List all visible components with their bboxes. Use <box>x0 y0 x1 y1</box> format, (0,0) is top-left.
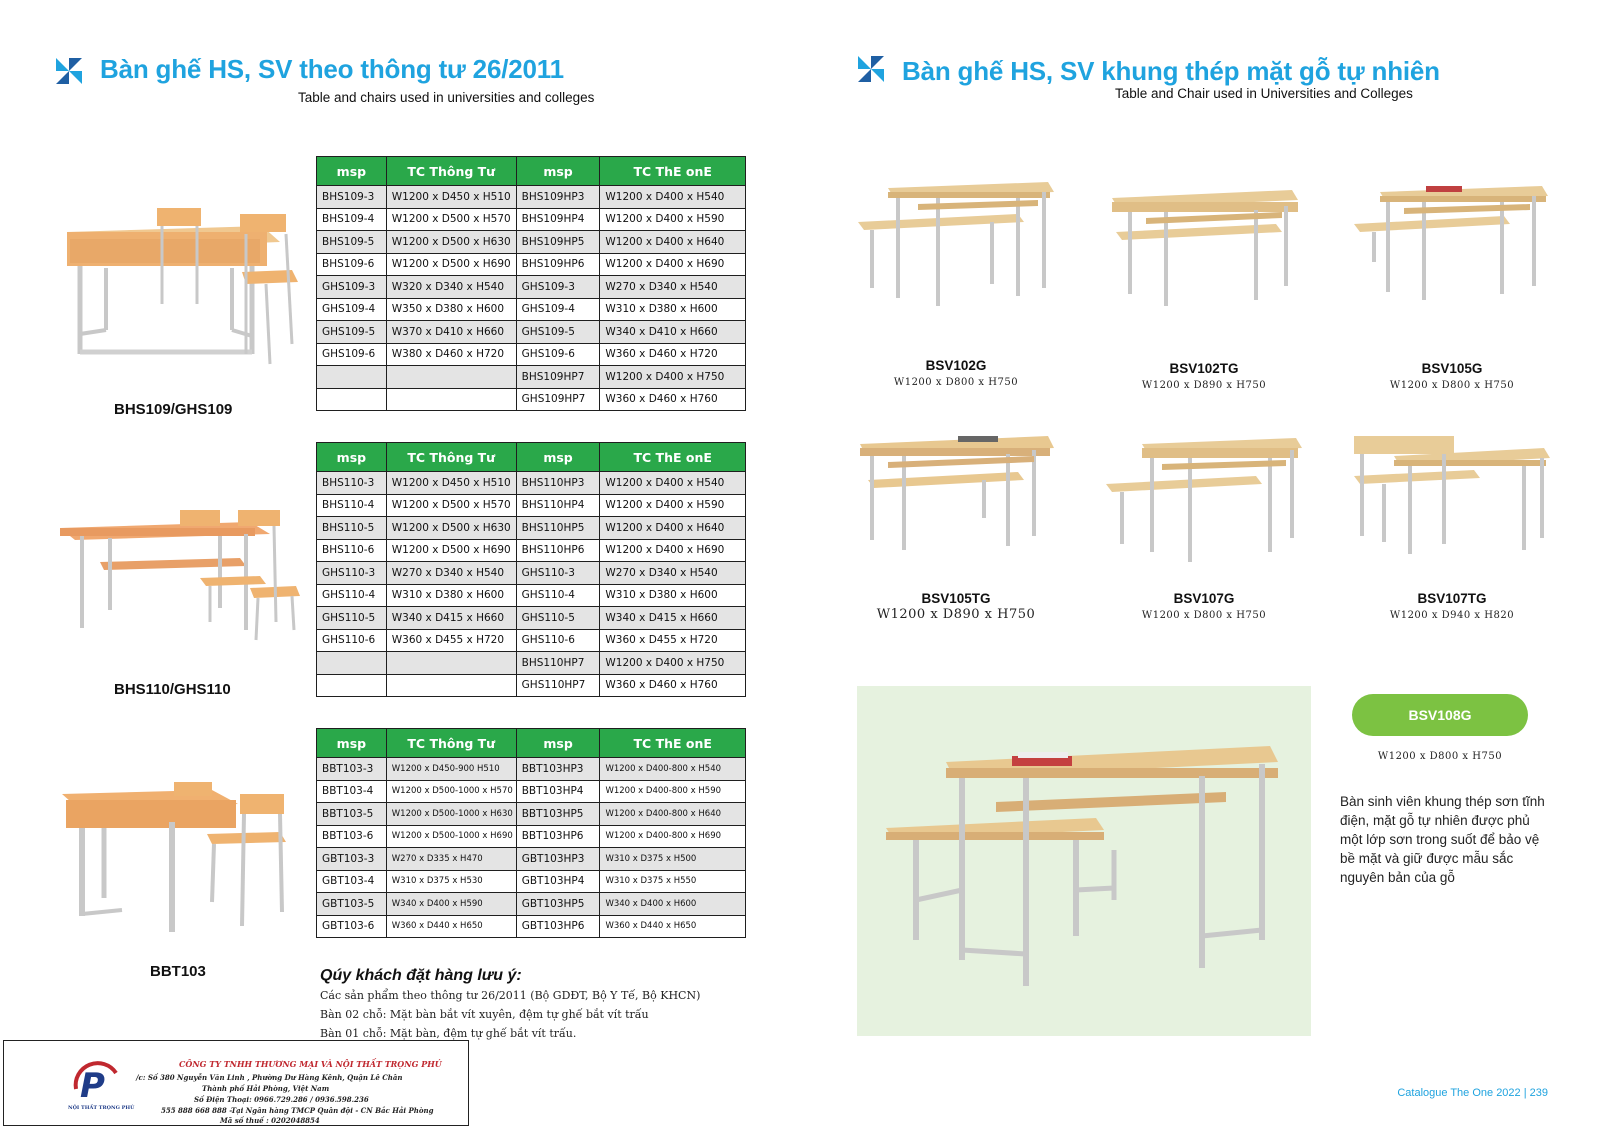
header-cell: TC ThE onE <box>600 157 746 186</box>
table-cell: BBT103-5 <box>317 803 387 826</box>
table-cell: BBT103HP3 <box>516 758 600 781</box>
header-cell: msp <box>516 157 600 186</box>
table-cell: BBT103HP4 <box>516 780 600 803</box>
desk-bench-illustration <box>858 178 1058 313</box>
product-name: BSV105G <box>1421 361 1483 376</box>
header-cell: TC Thông Tư <box>386 729 516 758</box>
table-row <box>317 825 746 848</box>
table-cell: W1200 x D500-1000 x H630 <box>386 803 516 826</box>
header-cell: msp <box>317 729 387 758</box>
company-info-box <box>3 1040 469 1126</box>
table-cell: W310 x D375 x H500 <box>600 848 746 871</box>
table-cell: BBT103HP5 <box>516 803 600 826</box>
table-cell: W360 x D460 x H760 <box>600 674 746 697</box>
featured-desk-bench-illustration <box>886 740 1286 1000</box>
table-row <box>317 208 746 231</box>
table-cell <box>317 674 387 697</box>
table-cell: W1200 x D400 x H640 <box>600 517 746 540</box>
table-cell: W1200 x D400 x H590 <box>600 208 746 231</box>
table-cell: GHS109-5 <box>317 321 387 344</box>
table-cell <box>317 366 387 389</box>
table-cell: W1200 x D400-800 x H640 <box>600 803 746 826</box>
table-cell: GHS109-5 <box>516 321 600 344</box>
table-cell: BHS110HP3 <box>516 472 600 495</box>
table-cell: W340 x D400 x H600 <box>600 893 746 916</box>
product-label: BHS109/GHS109 <box>114 401 233 418</box>
table-cell <box>317 652 387 675</box>
header-cell: msp <box>516 729 600 758</box>
table-header-row <box>317 443 746 472</box>
product-dims: W1200 x D800 x H750 <box>1141 610 1267 621</box>
product-dims: W1200 x D800 x H750 <box>893 377 1019 388</box>
product-name: BSV102G <box>925 358 987 373</box>
table-cell: BHS109-6 <box>317 253 387 276</box>
spec-table <box>316 156 746 411</box>
table-cell: W1200 x D500-1000 x H570 <box>386 780 516 803</box>
table-cell: W360 x D460 x H720 <box>600 343 746 366</box>
table-cell: GHS109HP7 <box>516 388 600 411</box>
table-row <box>317 366 746 389</box>
table-cell: W1200 x D400 x H640 <box>600 231 746 254</box>
table-cell: W1200 x D450 x H510 <box>386 472 516 495</box>
table-row <box>317 472 746 495</box>
left-section-subtitle: Table and chairs used in universities and colleges <box>298 90 595 105</box>
table-cell: GHS110-3 <box>317 562 387 585</box>
left-section-title: Bàn ghế HS, SV theo thông tư 26/2011 <box>100 54 564 84</box>
header-cell: msp <box>317 443 387 472</box>
table-cell: GHS110-6 <box>317 629 387 652</box>
table-cell: W360 x D455 x H720 <box>600 629 746 652</box>
table-cell: BHS109HP3 <box>516 186 600 209</box>
table-cell: W1200 x D450 x H510 <box>386 186 516 209</box>
table-cell: BHS110HP6 <box>516 539 600 562</box>
table-cell: BHS109-4 <box>317 208 387 231</box>
table-cell: W340 x D400 x H590 <box>386 893 516 916</box>
table-row <box>317 494 746 517</box>
table-cell: BHS109HP7 <box>516 366 600 389</box>
table-cell: W1200 x D500 x H570 <box>386 494 516 517</box>
product-dims: W1200 x D890 x H750 <box>1141 380 1267 391</box>
table-cell: GHS109-3 <box>516 276 600 299</box>
table-cell: GHS110-5 <box>317 607 387 630</box>
table-cell: GHS109-6 <box>317 343 387 366</box>
product-name: BSV107G <box>1173 591 1235 606</box>
desk-chair-illustration <box>62 782 302 942</box>
table-cell: W270 x D340 x H540 <box>386 562 516 585</box>
table-cell: W1200 x D400-800 x H690 <box>600 825 746 848</box>
table-cell: W360 x D460 x H760 <box>600 388 746 411</box>
company-logo <box>70 1059 122 1105</box>
product-name: BSV107TG <box>1417 591 1487 606</box>
table-cell: W1200 x D400 x H750 <box>600 652 746 675</box>
table-row <box>317 629 746 652</box>
table-cell: W340 x D415 x H660 <box>600 607 746 630</box>
note-line: Bàn 02 chỗ: Mặt bàn bắt vít xuyên, đệm tự ghế bắt vít trấu <box>320 1008 649 1021</box>
table-cell <box>386 388 516 411</box>
desk-chair-illustration <box>60 510 300 655</box>
table-row <box>317 539 746 562</box>
table-cell: W270 x D340 x H540 <box>600 276 746 299</box>
right-section-title: Bàn ghế HS, SV khung thép mặt gỗ tự nhiên <box>902 56 1440 86</box>
table-cell: GHS109-4 <box>317 298 387 321</box>
table-cell: GBT103HP3 <box>516 848 600 871</box>
table-row <box>317 186 746 209</box>
desk-bench-illustration <box>858 430 1058 565</box>
table-cell: BHS110-5 <box>317 517 387 540</box>
table-cell <box>386 674 516 697</box>
table-cell: W1200 x D500 x H690 <box>386 253 516 276</box>
table-cell: BBT103HP6 <box>516 825 600 848</box>
table-cell: W1200 x D400 x H690 <box>600 539 746 562</box>
catalogue-footer: Catalogue The One 2022 | 239 <box>1397 1087 1548 1099</box>
table-cell: W360 x D440 x H650 <box>600 915 746 938</box>
table-row <box>317 231 746 254</box>
table-header-row <box>317 157 746 186</box>
company-address: Thành phố Hải Phòng, Việt Nam <box>202 1084 330 1093</box>
table-cell: W1200 x D500-1000 x H690 <box>386 825 516 848</box>
table-row <box>317 517 746 540</box>
table-cell: W350 x D380 x H600 <box>386 298 516 321</box>
company-phone: Số Điện Thoại: 0966.729.286 / 0936.598.236 <box>194 1095 369 1104</box>
table-cell: BHS109HP5 <box>516 231 600 254</box>
pinwheel-icon <box>858 56 884 82</box>
table-row <box>317 848 746 871</box>
table-cell: BHS110-6 <box>317 539 387 562</box>
table-cell: GHS110-4 <box>516 584 600 607</box>
table-cell <box>386 652 516 675</box>
table-cell: W360 x D455 x H720 <box>386 629 516 652</box>
notes-title: Qúy khách đặt hàng lưu ý: <box>320 967 522 984</box>
header-cell: msp <box>317 157 387 186</box>
table-row <box>317 276 746 299</box>
desk-chair-illustration <box>62 204 302 374</box>
table-cell: W1200 x D500 x H690 <box>386 539 516 562</box>
table-cell: W310 x D375 x H550 <box>600 870 746 893</box>
table-row <box>317 870 746 893</box>
table-cell: GHS110-3 <box>516 562 600 585</box>
table-cell <box>386 366 516 389</box>
table-cell: GBT103-6 <box>317 915 387 938</box>
desk-bench-illustration <box>1106 182 1306 317</box>
desk-bench-illustration <box>1106 434 1306 569</box>
company-logo-text: NỘI THẤT TRỌNG PHÚ <box>68 1105 135 1111</box>
table-cell: GHS110-5 <box>516 607 600 630</box>
table-cell: BHS110-4 <box>317 494 387 517</box>
desk-bench-illustration <box>1354 182 1554 317</box>
desk-bench-illustration <box>1354 426 1554 566</box>
company-tax: Mã số thuế : 0202048854 <box>220 1116 320 1125</box>
table-cell: W1200 x D400 x H540 <box>600 472 746 495</box>
header-cell: TC ThE onE <box>600 729 746 758</box>
product-name: BSV102TG <box>1169 361 1239 376</box>
product-dims: W1200 x D940 x H820 <box>1389 610 1515 621</box>
table-cell: W1200 x D500 x H630 <box>386 231 516 254</box>
spec-table <box>316 442 746 697</box>
table-cell: GBT103-3 <box>317 848 387 871</box>
table-row <box>317 343 746 366</box>
table-row <box>317 915 746 938</box>
table-cell: W320 x D340 x H540 <box>386 276 516 299</box>
table-cell: W310 x D380 x H600 <box>386 584 516 607</box>
featured-product-badge: BSV108G <box>1352 694 1528 736</box>
table-cell: BHS109-5 <box>317 231 387 254</box>
table-cell: W1200 x D400 x H750 <box>600 366 746 389</box>
table-cell: W380 x D460 x H720 <box>386 343 516 366</box>
table-row <box>317 652 746 675</box>
table-row <box>317 780 746 803</box>
table-cell: W310 x D380 x H600 <box>600 298 746 321</box>
featured-product-description: Bàn sinh viên khung thép sơn tĩnh điện, mặt gỗ tự nhiên được phủ một lớp sơn trong suốt để bảo vệ bề mặt và giữ được mẫu sắc nguyên bản của gỗ <box>1340 794 1545 885</box>
table-cell: GHS110HP7 <box>516 674 600 697</box>
note-line: Các sản phẩm theo thông tư 26/2011 (Bộ GDĐT, Bộ Y Tế, Bộ KHCN) <box>320 989 701 1002</box>
table-cell: GBT103-5 <box>317 893 387 916</box>
table-cell: BHS110HP4 <box>516 494 600 517</box>
table-row <box>317 584 746 607</box>
product-name: BSV105TG <box>921 591 991 606</box>
header-cell: TC Thông Tư <box>386 443 516 472</box>
table-cell: BHS109-3 <box>317 186 387 209</box>
table-cell <box>317 388 387 411</box>
table-cell: GBT103-4 <box>317 870 387 893</box>
product-dims: W1200 x D800 x H750 <box>1389 380 1515 391</box>
table-cell: W270 x D340 x H540 <box>600 562 746 585</box>
table-cell: W1200 x D400-800 x H540 <box>600 758 746 781</box>
header-cell: TC ThE onE <box>600 443 746 472</box>
table-cell: BHS110-3 <box>317 472 387 495</box>
note-line: Bàn 01 chỗ: Mặt bàn, đệm tự ghế bắt vít trấu. <box>320 1027 577 1040</box>
company-bank: 555 888 668 888 -Tại Ngân hàng TMCP Quân đội - CN Bắc Hải Phòng <box>161 1106 434 1115</box>
table-cell: GHS109-3 <box>317 276 387 299</box>
product-label: BBT103 <box>150 963 206 980</box>
table-row <box>317 607 746 630</box>
table-cell: W1200 x D400 x H690 <box>600 253 746 276</box>
table-cell: GHS110-6 <box>516 629 600 652</box>
table-cell: W1200 x D400 x H590 <box>600 494 746 517</box>
company-name: CÔNG TY TNHH THƯƠNG MẠI VÀ NỘI THẤT TRỌNG PHÚ <box>179 1059 442 1069</box>
table-cell: GHS109-4 <box>516 298 600 321</box>
table-cell: BBT103-6 <box>317 825 387 848</box>
table-cell: GBT103HP6 <box>516 915 600 938</box>
featured-product-dims: W1200 x D800 x H750 <box>1377 751 1503 762</box>
table-cell: W370 x D410 x H660 <box>386 321 516 344</box>
svg-text:P: P <box>80 1066 105 1105</box>
table-row <box>317 253 746 276</box>
table-cell: BHS110HP7 <box>516 652 600 675</box>
table-cell: W360 x D440 x H650 <box>386 915 516 938</box>
table-row <box>317 562 746 585</box>
table-cell: W340 x D410 x H660 <box>600 321 746 344</box>
table-row <box>317 893 746 916</box>
table-cell: W1200 x D450-900 H510 <box>386 758 516 781</box>
company-address: /c: Số 380 Nguyễn Văn Linh , Phường Dư Hàng Kênh, Quận Lê Chân <box>136 1073 403 1082</box>
product-label: BHS110/GHS110 <box>114 681 231 698</box>
table-cell: W310 x D380 x H600 <box>600 584 746 607</box>
table-cell: GHS110-4 <box>317 584 387 607</box>
table-row <box>317 674 746 697</box>
table-cell: W1200 x D500 x H630 <box>386 517 516 540</box>
table-cell: BHS109HP4 <box>516 208 600 231</box>
table-cell: W310 x D375 x H530 <box>386 870 516 893</box>
table-cell: BHS109HP6 <box>516 253 600 276</box>
spec-table <box>316 728 746 938</box>
product-dims: W1200 x D890 x H750 <box>876 607 1036 622</box>
table-cell: GHS109-6 <box>516 343 600 366</box>
table-cell: BHS110HP5 <box>516 517 600 540</box>
table-cell: W1200 x D400-800 x H590 <box>600 780 746 803</box>
table-cell: W270 x D335 x H470 <box>386 848 516 871</box>
pinwheel-icon <box>56 58 82 84</box>
right-section-subtitle: Table and Chair used in Universities and Colleges <box>1115 86 1413 101</box>
table-row <box>317 388 746 411</box>
header-cell: msp <box>516 443 600 472</box>
table-row <box>317 321 746 344</box>
table-cell: W340 x D415 x H660 <box>386 607 516 630</box>
table-cell: W1200 x D500 x H570 <box>386 208 516 231</box>
table-cell: BBT103-4 <box>317 780 387 803</box>
table-cell: BBT103-3 <box>317 758 387 781</box>
table-row <box>317 298 746 321</box>
table-cell: GBT103HP5 <box>516 893 600 916</box>
table-row <box>317 758 746 781</box>
table-cell: GBT103HP4 <box>516 870 600 893</box>
header-cell: TC Thông Tư <box>386 157 516 186</box>
table-header-row <box>317 729 746 758</box>
table-cell: W1200 x D400 x H540 <box>600 186 746 209</box>
table-row <box>317 803 746 826</box>
